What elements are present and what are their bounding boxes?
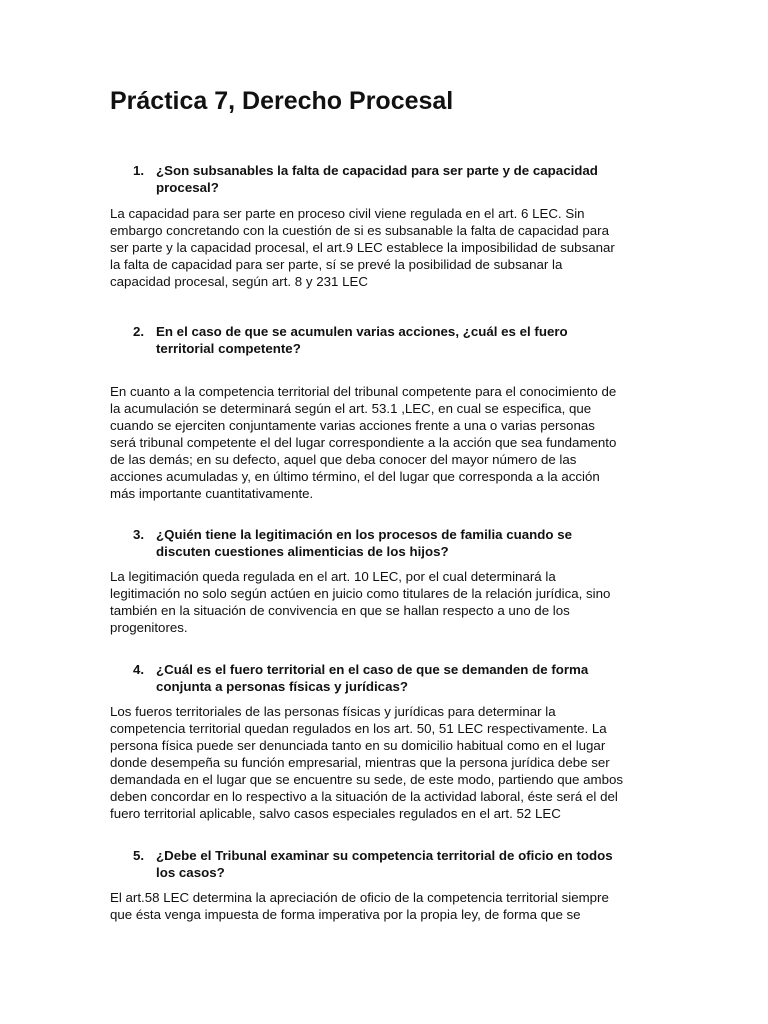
answer-line: capacidad procesal, según art. 8 y 231 LEC bbox=[110, 274, 368, 289]
question-number: 5. bbox=[133, 848, 145, 863]
answer-paragraph bbox=[110, 703, 670, 822]
question-number: 1. bbox=[133, 163, 145, 178]
answer-line: más importante cuantitativamente. bbox=[110, 486, 314, 501]
answer-line: La legitimación queda regulada en el art. 10 LEC, por el cual determinará la bbox=[110, 569, 556, 584]
question-heading bbox=[156, 162, 656, 196]
question-line: ¿Debe el Tribunal examinar su competencia territorial de oficio en todos bbox=[156, 848, 613, 863]
question-line: ¿Cuál es el fuero territorial en el caso de que se demanden de forma bbox=[156, 662, 589, 677]
answer-paragraph bbox=[110, 568, 670, 636]
answer-line: la falta de capacidad para ser parte, sí se prevé la posibilidad de subsanar la bbox=[110, 257, 563, 272]
question-heading bbox=[156, 661, 656, 695]
answer-line: persona física puede ser denunciada tanto en su domicilio habitual como en el lugar bbox=[110, 738, 606, 753]
answer-paragraph bbox=[110, 383, 670, 502]
answer-paragraph bbox=[110, 889, 670, 923]
question-line: conjunta a personas físicas y jurídicas? bbox=[156, 679, 408, 694]
question-line: los casos? bbox=[156, 865, 225, 880]
answer-line: Los fueros territoriales de las personas físicas y jurídicas para determinar la bbox=[110, 704, 556, 719]
answer-paragraph bbox=[110, 205, 670, 290]
question-number: 3. bbox=[133, 527, 145, 542]
question-line: procesal? bbox=[156, 180, 219, 195]
question-line: territorial competente? bbox=[156, 341, 301, 356]
answer-line: la acumulación se determinará según el art. 53.1 ,LEC, en cual se especifica, que bbox=[110, 401, 592, 416]
answer-line: también en la situación de convivencia en que se hallan respecto a uno de los bbox=[110, 603, 570, 618]
answer-line: demandada en el lugar que se encuentre su sede, de este modo, partiendo que ambos bbox=[110, 772, 624, 787]
answer-line: acciones acumuladas y, en último término, el del lugar que corresponda a la acción bbox=[110, 469, 600, 484]
answer-line: deben concordar en lo respectivo a la situación de la actividad laboral, éste será el del bbox=[110, 789, 618, 804]
answer-line: será tribunal competente el del lugar correspondiente a la acción que sea fundamento bbox=[110, 435, 617, 450]
answer-line: competencia territorial quedan regulados en los art. 50, 51 LEC respectivamente. La bbox=[110, 721, 607, 736]
question-line: discuten cuestiones alimenticias de los hijos? bbox=[156, 544, 449, 559]
question-heading bbox=[156, 847, 656, 881]
answer-line: que ésta venga impuesta de forma imperativa por la propia ley, de forma que se bbox=[110, 907, 581, 922]
question-line: ¿Son subsanables la falta de capacidad para ser parte y de capacidad bbox=[156, 163, 598, 178]
question-heading bbox=[156, 526, 656, 560]
answer-line: progenitores. bbox=[110, 620, 188, 635]
answer-line: El art.58 LEC determina la apreciación de oficio de la competencia territorial siempre bbox=[110, 890, 609, 905]
question-line: ¿Quién tiene la legitimación en los procesos de familia cuando se bbox=[156, 527, 573, 542]
answer-line: La capacidad para ser parte en proceso civil viene regulada en el art. 6 LEC. Sin bbox=[110, 206, 585, 221]
question-number: 2. bbox=[133, 324, 145, 339]
answer-line: ser parte y la capacidad procesal, el art.9 LEC establece la imposibilidad de subsanar bbox=[110, 240, 615, 255]
question-line: En el caso de que se acumulen varias acciones, ¿cuál es el fuero bbox=[156, 324, 568, 339]
page-title: Práctica 7, Derecho Procesal bbox=[110, 87, 454, 115]
answer-line: En cuanto a la competencia territorial del tribunal competente para el conocimiento de bbox=[110, 384, 617, 399]
answer-line: donde desempeña su función empresarial, mientras que la persona jurídica debe ser bbox=[110, 755, 610, 770]
question-number: 4. bbox=[133, 662, 145, 677]
answer-line: de las demás; en su defecto, aquel que deba conocer del mayor número de las bbox=[110, 452, 577, 467]
answer-line: cuando se ejerciten conjuntamente varias acciones frente a una o varias personas bbox=[110, 418, 595, 433]
answer-line: fuero territorial aplicable, salvo casos especiales regulados en el art. 52 LEC bbox=[110, 806, 561, 821]
question-heading bbox=[156, 323, 656, 357]
answer-line: legitimación no solo según actúen en juicio como titulares de la relación jurídica, sino bbox=[110, 586, 611, 601]
answer-line: embargo concretando con la cuestión de si es subsanable la falta de capacidad para bbox=[110, 223, 609, 238]
